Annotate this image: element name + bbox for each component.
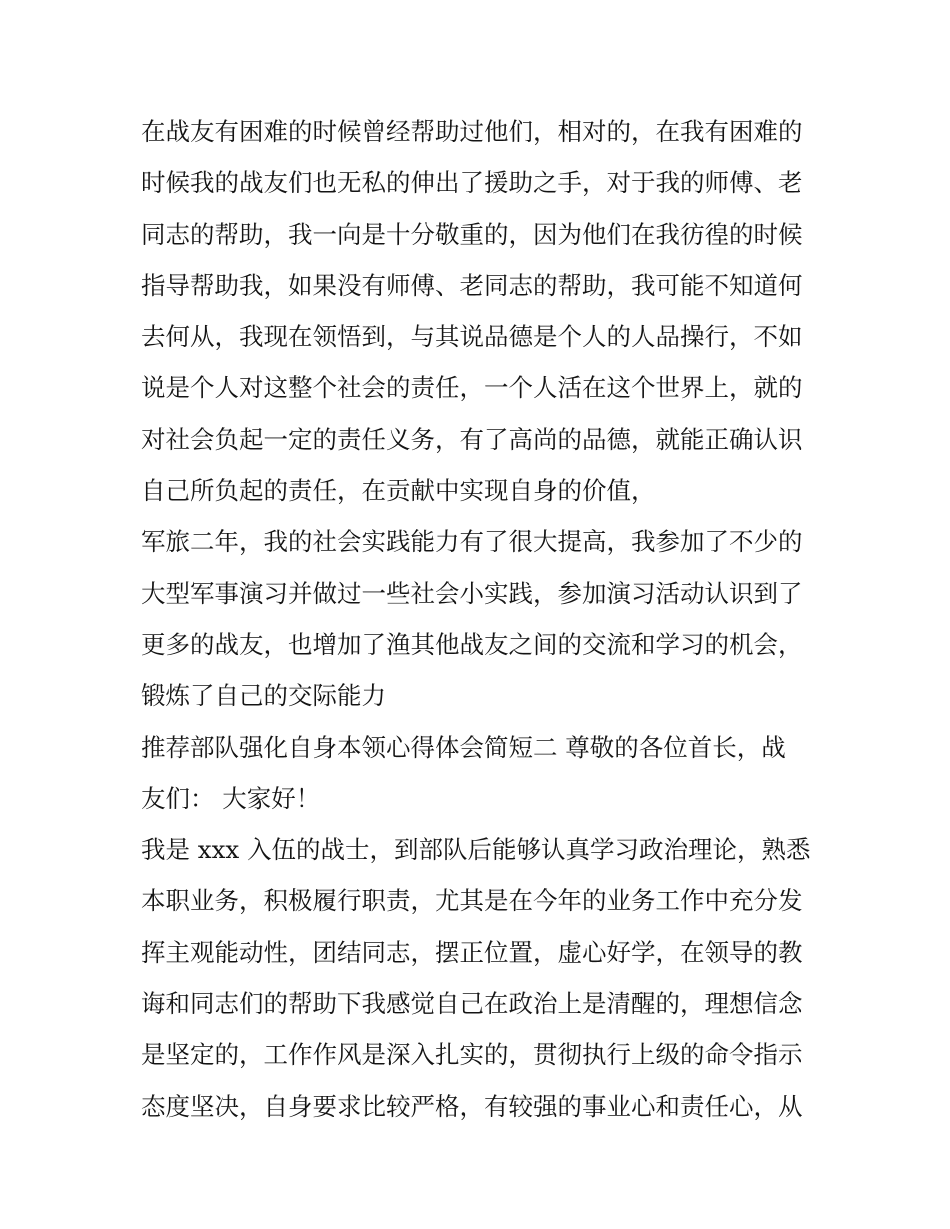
text-line-16: 本职业务，积极履行职责，尤其是在今年的业务工作中充分发 bbox=[141, 886, 803, 916]
text-line-20: 态度坚决，自身要求比较严格，有较强的事业心和责任心，从 bbox=[141, 1091, 803, 1121]
text-line-5: 去何从，我现在领悟到，与其说品德是个人的人品操行，不如 bbox=[141, 322, 803, 352]
text-line-4: 指导帮助我，如果没有师傅、老同志的帮助，我可能不知道何 bbox=[141, 270, 803, 300]
section-heading-line: 推荐部队强化自身本领心得体会简短二 尊敬的各位首长，战 bbox=[141, 732, 786, 762]
text-line-8: 自己所负起的责任，在贡献中实现自身的价值， bbox=[141, 476, 656, 506]
greeting-line: 友们： 大家好！ bbox=[141, 783, 321, 813]
text-line-12: 锻炼了自己的交际能力 bbox=[141, 681, 386, 711]
text-line-6: 说是个人对这整个社会的责任，一个人活在这个世界上，就的 bbox=[141, 373, 803, 403]
text-line-10: 大型军事演习并做过一些社会小实践，参加演习活动认识到了 bbox=[141, 578, 803, 608]
text-line-17: 挥主观能动性，团结同志，摆正位置，虚心好学，在领导的教 bbox=[141, 937, 803, 967]
text-line-3: 同志的帮助，我一向是十分敬重的，因为他们在我彷徨的时候 bbox=[141, 219, 803, 249]
text-line-7: 对社会负起一定的责任义务，有了高尚的品德，就能正确认识 bbox=[141, 424, 803, 454]
text-line-11: 更多的战友，也增加了渔其他战友之间的交流和学习的机会， bbox=[141, 629, 803, 659]
text-line-2: 时候我的战友们也无私的伸出了援助之手，对于我的师傅、老 bbox=[141, 168, 803, 198]
text-line-18: 诲和同志们的帮助下我感觉自己在政治上是清醒的，理想信念 bbox=[141, 989, 803, 1019]
text-line-9: 军旅二年，我的社会实践能力有了很大提高，我参加了不少的 bbox=[141, 527, 803, 557]
document-body bbox=[141, 106, 821, 1132]
text-line-15: 我是 xxx 入伍的战士，到部队后能够认真学习政治理论，熟悉 bbox=[141, 835, 811, 865]
text-line-19: 是坚定的，工作作风是深入扎实的，贯彻执行上级的命令指示 bbox=[141, 1040, 803, 1070]
text-line-1: 在战友有困难的时候曾经帮助过他们，相对的，在我有困难的 bbox=[141, 117, 803, 146]
